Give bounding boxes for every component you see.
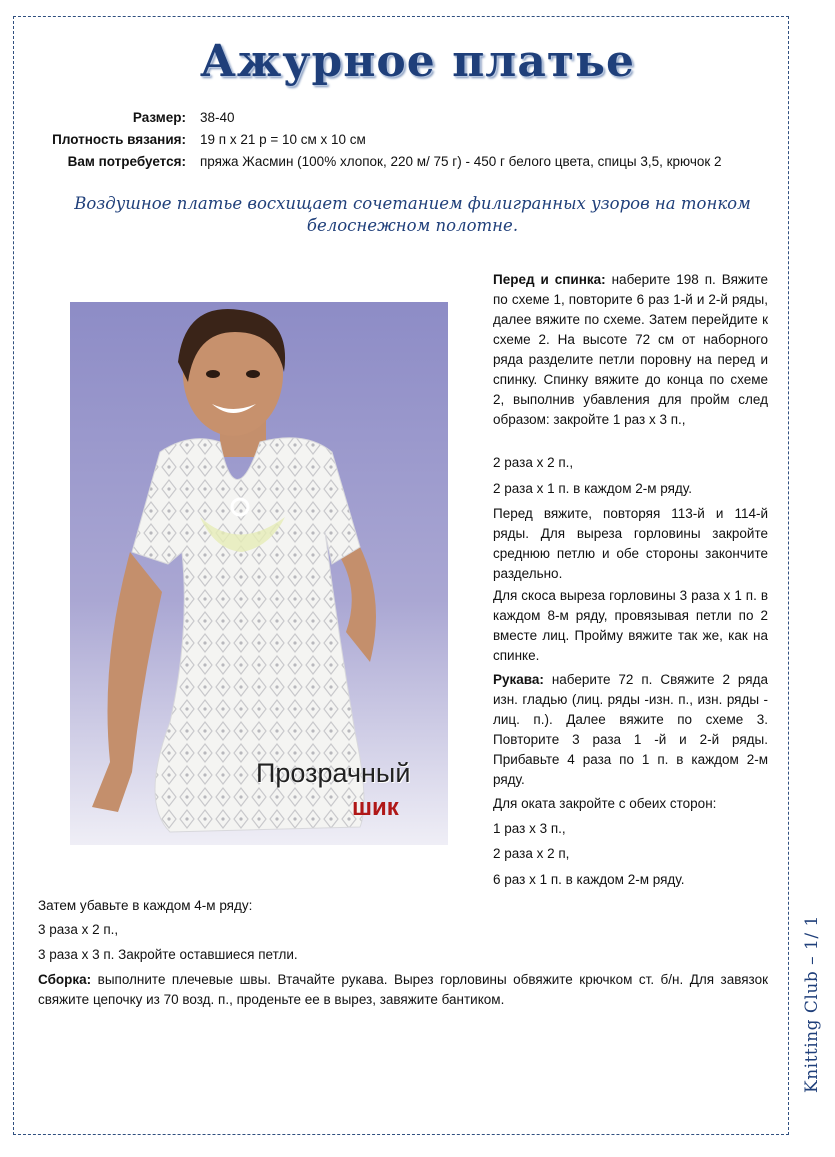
spec-label: Размер: bbox=[132, 109, 186, 125]
spec-label: Плотность вязания: bbox=[52, 131, 186, 147]
sleeves-lead: Рукава: bbox=[493, 672, 544, 687]
assembly-paragraph bbox=[38, 970, 768, 1010]
front-paragraph: Перед вяжите, повторяя 113-й и 114-й ряды. Для выреза горловины закройте среднюю петлю и обе стороны закончите раздельно. bbox=[493, 506, 768, 581]
spec-label: Вам потребуется: bbox=[67, 153, 186, 169]
spec-row-materials bbox=[30, 150, 722, 172]
sleeves-paragraph bbox=[493, 670, 768, 790]
spec-row-gauge bbox=[30, 128, 722, 150]
armhole-step-3: 2 раза х 1 п. в каждом 2-м ряду. bbox=[493, 481, 692, 496]
cap-step-2: 2 раза х 2 п, bbox=[493, 846, 570, 861]
armhole-step-2: 2 раза х 2 п., bbox=[493, 455, 574, 470]
spec-value: пряжа Жасмин (100% хлопок, 220 м/ 75 г) - 450 г белого цвета, спицы 3,5, крючок 2 bbox=[200, 153, 722, 169]
cap-intro: Для оката закройте с обеих сторон: bbox=[493, 796, 717, 811]
sleeves-text: наберите 72 п. Свяжите 2 ряда изн. гладью (лиц. ряды -изн. п., изн. ряды - лиц. п.). Далее вяжите по схеме 3. Повторите 3 раза 1 -й и 2-й ряды. Прибавьте 4 раза по 1 п. в каждом 2-м ряду. bbox=[493, 672, 768, 787]
photo-caption-line2: шик bbox=[352, 794, 399, 821]
front-back-text: наберите 198 п. Вяжите по схеме 1, повторите 6 раз 1-й и 2-й ряды, далее вяжите по схеме. Затем перейдите к схеме 2. На высоте 72 см от наборного ряда разделите петли поровну на перед и спинку. Спинку вяжите до конца по схеме 2, выполнив убавления для пройм след образом: закройте 1 раз х 3 п., bbox=[493, 272, 768, 427]
front-back-lead: Перед и спинка: bbox=[493, 272, 606, 287]
neck-paragraph: Для скоса выреза горловины 3 раза х 1 п. в каждом 8-м ряду, провязывая петли по 2 вместе лиц. Пройму вяжите так же, как на спинке. bbox=[493, 588, 768, 663]
photo-caption-line1: Прозрачный bbox=[256, 758, 411, 788]
page-title: Ажурное платье bbox=[200, 36, 635, 87]
spec-row-size bbox=[30, 106, 722, 128]
decrease-step-2: 3 раза х 3 п. Закройте оставшиеся петли. bbox=[38, 947, 298, 962]
cap-step-1: 1 раз х 3 п., bbox=[493, 821, 566, 836]
decrease-intro: Затем убавьте в каждом 4-м ряду: bbox=[38, 898, 253, 913]
cap-step-3: 6 раз х 1 п. в каждом 2-м ряду. bbox=[493, 872, 685, 887]
assembly-text: выполните плечевые швы. Втачайте рукава. Вырез горловины обвяжите крючком ст. б/н. Для завязок свяжите цепочку из 70 возд. п., проденьте ее в вырез, завяжите бантиком. bbox=[38, 972, 768, 1007]
footer-brand: Knitting Club – 1/ 1 bbox=[802, 915, 822, 1093]
specs-block bbox=[30, 106, 722, 172]
intro-text: Воздушное платье восхищает сочетанием филигранных узоров на тонком белоснежном полотне. bbox=[74, 194, 751, 235]
spec-value: 19 п х 21 р = 10 см х 10 см bbox=[200, 131, 366, 147]
decrease-step-1: 3 раза х 2 п., bbox=[38, 922, 119, 937]
front-back-paragraph bbox=[493, 270, 768, 430]
spec-value: 38-40 bbox=[200, 109, 235, 125]
assembly-lead: Сборка: bbox=[38, 972, 92, 987]
